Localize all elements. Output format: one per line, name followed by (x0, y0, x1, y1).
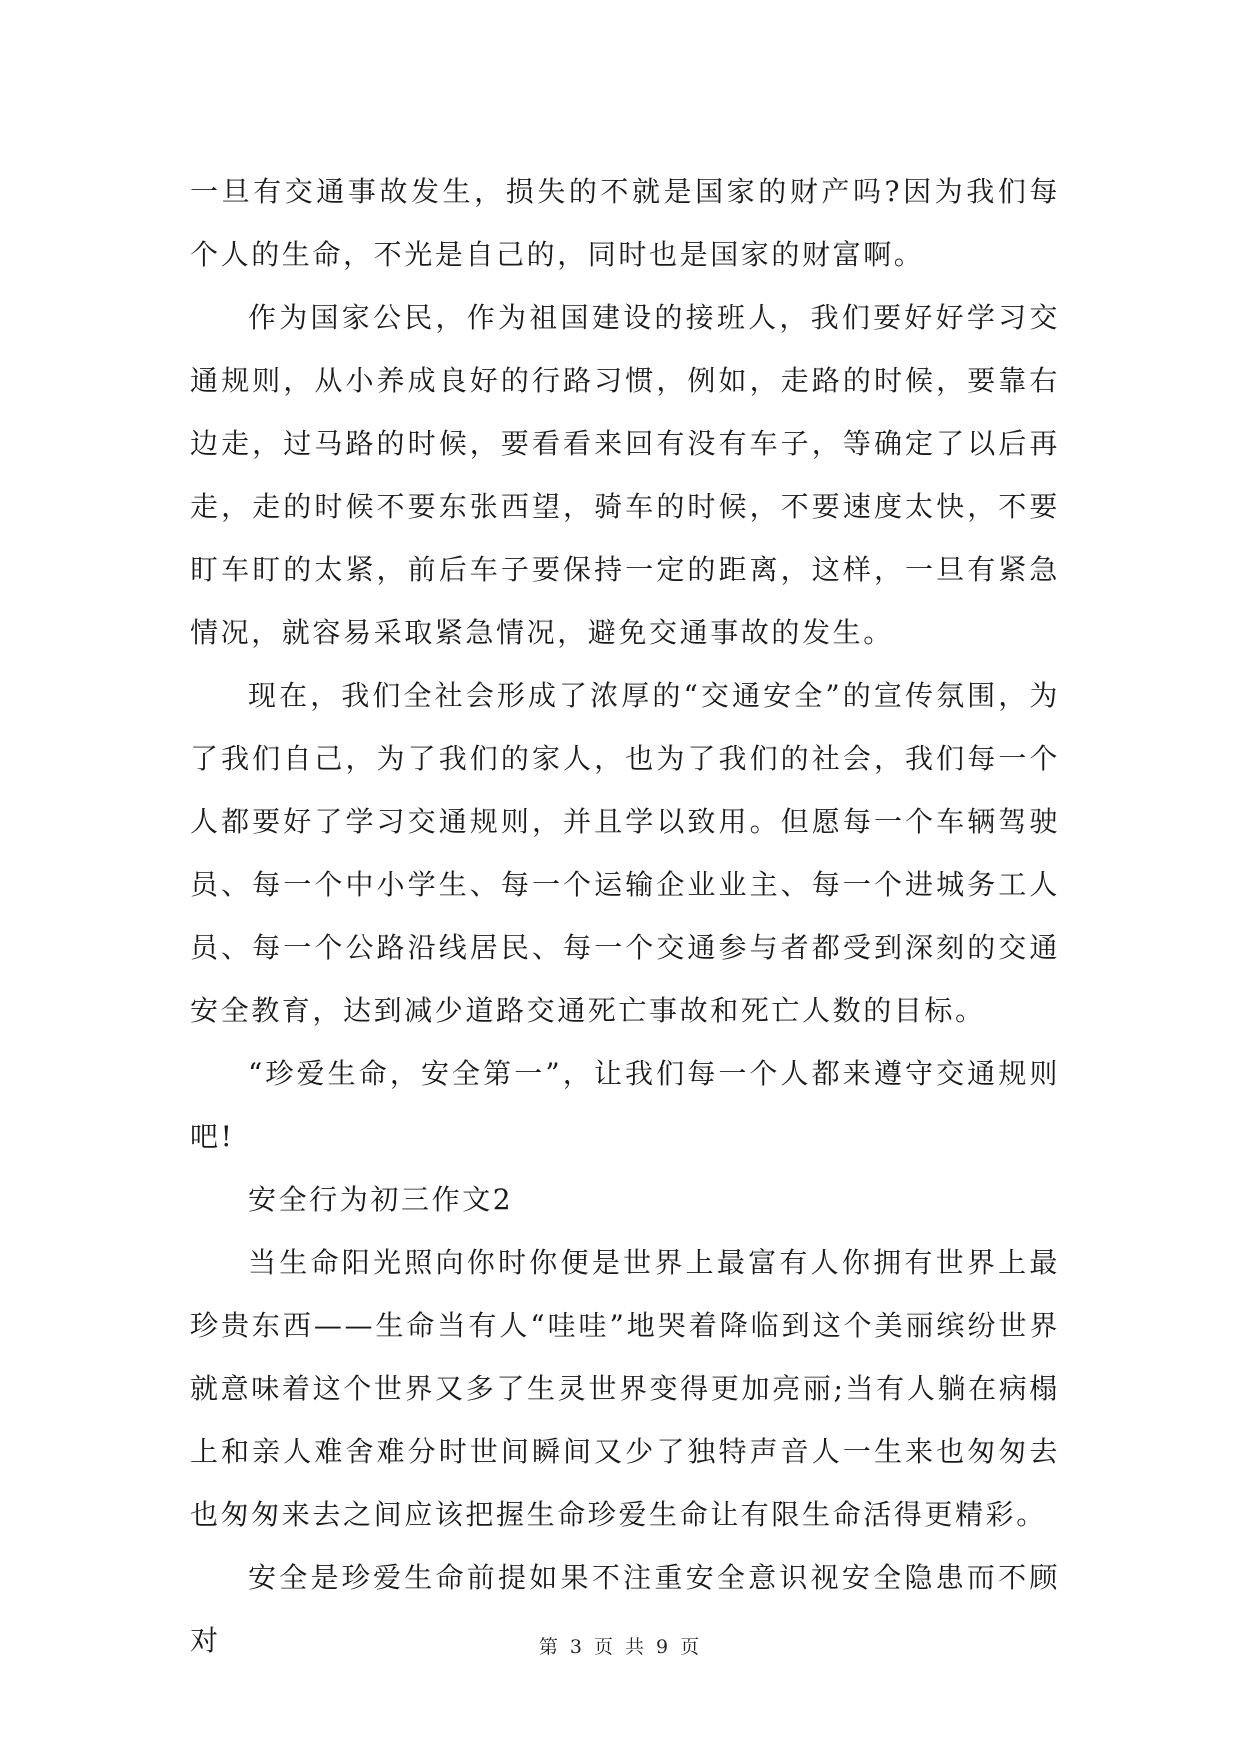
document-body (190, 160, 1060, 1672)
paragraph-continuation: 一旦有交通事故发生，损失的不就是国家的财产吗?因为我们每个人的生命，不光是自己的，同时也是国家的财富啊。 (190, 175, 1060, 271)
paragraph-slogan: “珍爱生命，安全第一”，让我们每一个人都来遵守交通规则吧! (190, 1057, 1060, 1153)
paragraph-safety-atmosphere: 现在，我们全社会形成了浓厚的“交通安全”的宣传氛围，为了我们自己，为了我们的家人，也为了我们的社会，我们每一个人都要好了学习交通规则，并且学以致用。但愿每一个车辆驾驶员、每一个中小学生、每一个运输企业业主、每一个进城务工人员、每一个公路沿线居民、每一个交通参与者都受到深刻的交通安全教育，达到减少道路交通死亡事故和死亡人数的目标。 (190, 679, 1060, 1027)
page-number-footer: 第 3 页 共 9 页 (538, 1636, 703, 1658)
paragraph-life-sunshine: 当生命阳光照向你时你便是世界上最富有人你拥有世界上最珍贵东西——生命当有人“哇哇”地哭着降临到这个美丽缤纷世界就意味着这个世界又多了生灵世界变得更加亮丽;当有人躺在病榻上和亲人难舍难分时世间瞬间又少了独特声音人一生来也匆匆去也匆匆来去之间应该把握生命珍爱生命让有限生命活得更精彩。 (190, 1246, 1060, 1531)
section-heading: 安全行为初三作文2 (248, 1183, 514, 1216)
paragraph-safety-premise: 安全是珍爱生命前提如果不注重安全意识视安全隐患而不顾对 (190, 1561, 1060, 1657)
paragraph-traffic-rules: 作为国家公民，作为祖国建设的接班人，我们要好好学习交通规则，从小养成良好的行路习惯，例如，走路的时候，要靠右边走，过马路的时候，要看看来回有没有车子，等确定了以后再走，走的时候不要东张西望，骑车的时候，不要速度太快，不要盯车盯的太紧，前后车子要保持一定的距离，这样，一旦有紧急情况，就容易采取紧急情况，避免交通事故的发生。 (190, 301, 1060, 649)
